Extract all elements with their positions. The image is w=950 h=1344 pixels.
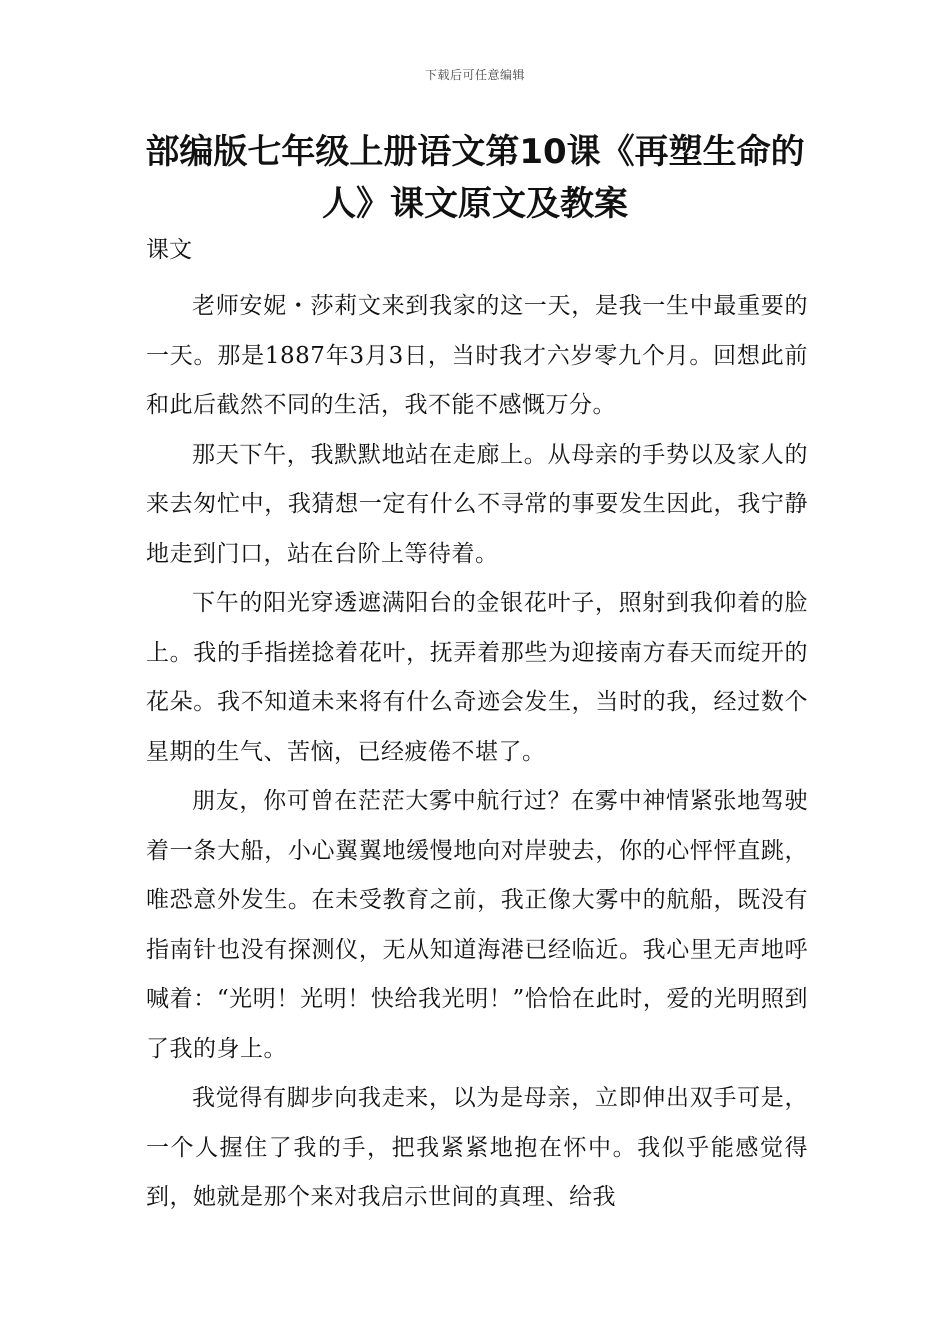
header-note: 下载后可任意编辑 — [424, 68, 525, 82]
paragraph: 那天下午，我默默地站在走廊上。从母亲的手势以及家人的来去匆忙中，我猜想一定有什么不寻常的事要发生因此，我宁静地走到门口，站在台阶上等待着。 — [146, 441, 808, 567]
document-title: 部编版七年级上册语文第10课《再塑生命的人》课文原文及教案 — [145, 132, 805, 224]
section-label: 课文 — [146, 237, 192, 263]
paragraph: 老师安妮・莎莉文来到我家的这一天，是我一生中最重要的一天。那是1887年3月3日，当时我才六岁零九个月。回想此前和此后截然不同的生活，我不能不感慨万分。 — [146, 293, 808, 418]
body-text — [146, 282, 808, 1223]
paragraph: 下午的阳光穿透遮满阳台的金银花叶子，照射到我仰着的脸上。我的手指搓捻着花叶，抚弄着那些为迎接南方春天而绽开的花朵。我不知道未来将有什么奇迹会发生，当时的我，经过数个星期的生气、苦恼，已经疲倦不堪了。 — [146, 590, 808, 765]
paragraph: 我觉得有脚步向我走来，以为是母亲，立即伸出双手可是，一个人握住了我的手，把我紧紧地抱在怀中。我似乎能感觉得到，她就是那个来对我启示世间的真理、给我 — [146, 1085, 808, 1210]
paragraph: 朋友，你可曾在茫茫大雾中航行过？在雾中神情紧张地驾驶着一条大船，小心翼翼地缓慢地向对岸驶去，你的心怦怦直跳，唯恐意外发生。在未受教育之前，我正像大雾中的航船，既没有指南针也没有探测仪，无从知道海港已经临近。我心里无声地呼喊着：“光明！光明！快给我光明！”恰恰在此时，爱的光明照到了我的身上。 — [146, 788, 808, 1062]
